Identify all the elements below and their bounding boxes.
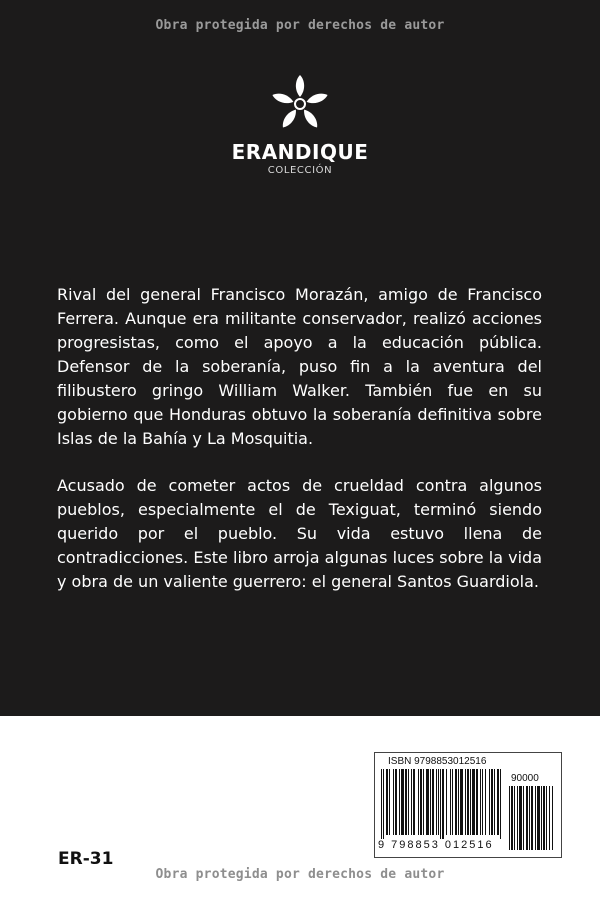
barcode-bar — [543, 786, 545, 850]
publisher-subtitle: COLECCIÓN — [267, 165, 333, 176]
barcode-bar — [399, 769, 400, 835]
publisher-logo — [0, 74, 600, 132]
barcode-bar — [420, 769, 422, 835]
barcode-bar — [383, 769, 384, 839]
barcode-bar — [529, 786, 530, 850]
publisher-name: ERANDIQUE — [231, 140, 369, 164]
blurb-paragraph-1: Rival del general Francisco Morazán, amigo de Francisco Ferrera. Aunque era militante conservador, realizó acciones progresistas, como el apoyo a la educación pública. Defensor de la soberanía, puso fin a la aventura del filibustero gringo William Walker. También fue en su gobierno que Honduras obtuvo la soberanía definitiva sobre Islas de la Bahía y La Mosquitia. — [57, 285, 542, 448]
barcode-bar — [500, 769, 501, 839]
copyright-watermark-top: Obra protegida por derechos de autor — [155, 18, 445, 33]
barcode-bar — [552, 786, 553, 850]
barcode-bar — [494, 769, 495, 835]
barcode-bar — [514, 786, 515, 850]
barcode-bar — [497, 769, 499, 835]
isbn-label: ISBN 9798853012516 — [388, 756, 487, 767]
barcode-bar — [405, 769, 407, 835]
barcode-bar — [426, 769, 429, 835]
barcode-bar — [465, 769, 466, 835]
isbn-barcode — [374, 752, 562, 858]
barcode-bar — [432, 769, 434, 835]
flower-icon — [272, 74, 328, 132]
barcode-digits: 9 798853 012516 — [378, 839, 494, 851]
barcode-bar — [485, 769, 486, 835]
barcode-bar — [546, 786, 547, 850]
barcode-bar — [389, 769, 390, 835]
barcode-bar — [541, 786, 542, 850]
barcode-bar — [423, 769, 424, 835]
barcode-bar — [537, 786, 540, 850]
barcode-bar — [509, 786, 510, 850]
barcode-bar — [482, 769, 483, 835]
barcode-bar — [452, 769, 453, 835]
barcode-bar — [386, 769, 388, 835]
copyright-watermark-bottom: Obra protegida por derechos de autor — [155, 867, 445, 882]
barcode-bar — [480, 769, 481, 835]
barcode-bar — [519, 786, 522, 850]
barcode-bar — [470, 769, 471, 835]
barcode-bar — [549, 786, 550, 850]
barcode-bar — [517, 786, 518, 850]
barcode-bar — [489, 769, 490, 835]
barcode-bar — [395, 769, 397, 835]
barcode-bar — [531, 786, 533, 850]
barcode-bar — [440, 769, 441, 839]
barcode-bar — [472, 769, 475, 835]
barcode-bar — [535, 786, 536, 850]
barcode-main-bars — [381, 769, 501, 839]
barcode-bar — [458, 769, 459, 835]
blurb-paragraph-2: Acusado de cometer actos de crueldad contra algunos pueblos, especialmente el de Texiguat, terminó siendo querido por el pueblo. Su vida estuvo llena de contradicciones. Este libro arroja algunas luces sobre la vida y obra de un valiente guerrero: el general Santos Guardiola. — [57, 476, 542, 591]
price-code: 90000 — [511, 773, 539, 784]
barcode-bar — [446, 769, 447, 835]
barcode-bar — [455, 769, 457, 835]
barcode-bar — [413, 769, 415, 835]
barcode-bar — [476, 769, 478, 835]
barcode-bar — [408, 769, 409, 835]
barcode-bar — [442, 769, 444, 839]
collection-code: ER-31 — [58, 849, 114, 869]
barcode-bar — [491, 769, 493, 835]
barcode-addon-bars — [509, 786, 555, 852]
barcode-bar — [401, 769, 404, 835]
barcode-bar — [526, 786, 528, 850]
barcode-bar — [460, 769, 463, 835]
barcode-bar — [430, 769, 431, 835]
barcode-bar — [381, 769, 382, 839]
barcode-bar — [450, 769, 451, 835]
barcode-bar — [393, 769, 394, 835]
barcode-bar — [467, 769, 469, 835]
barcode-bar — [436, 769, 437, 835]
barcode-bar — [438, 769, 439, 835]
barcode-bar — [511, 786, 513, 850]
barcode-bar — [523, 786, 524, 850]
barcode-bar — [411, 769, 412, 835]
barcode-bar — [418, 769, 419, 835]
